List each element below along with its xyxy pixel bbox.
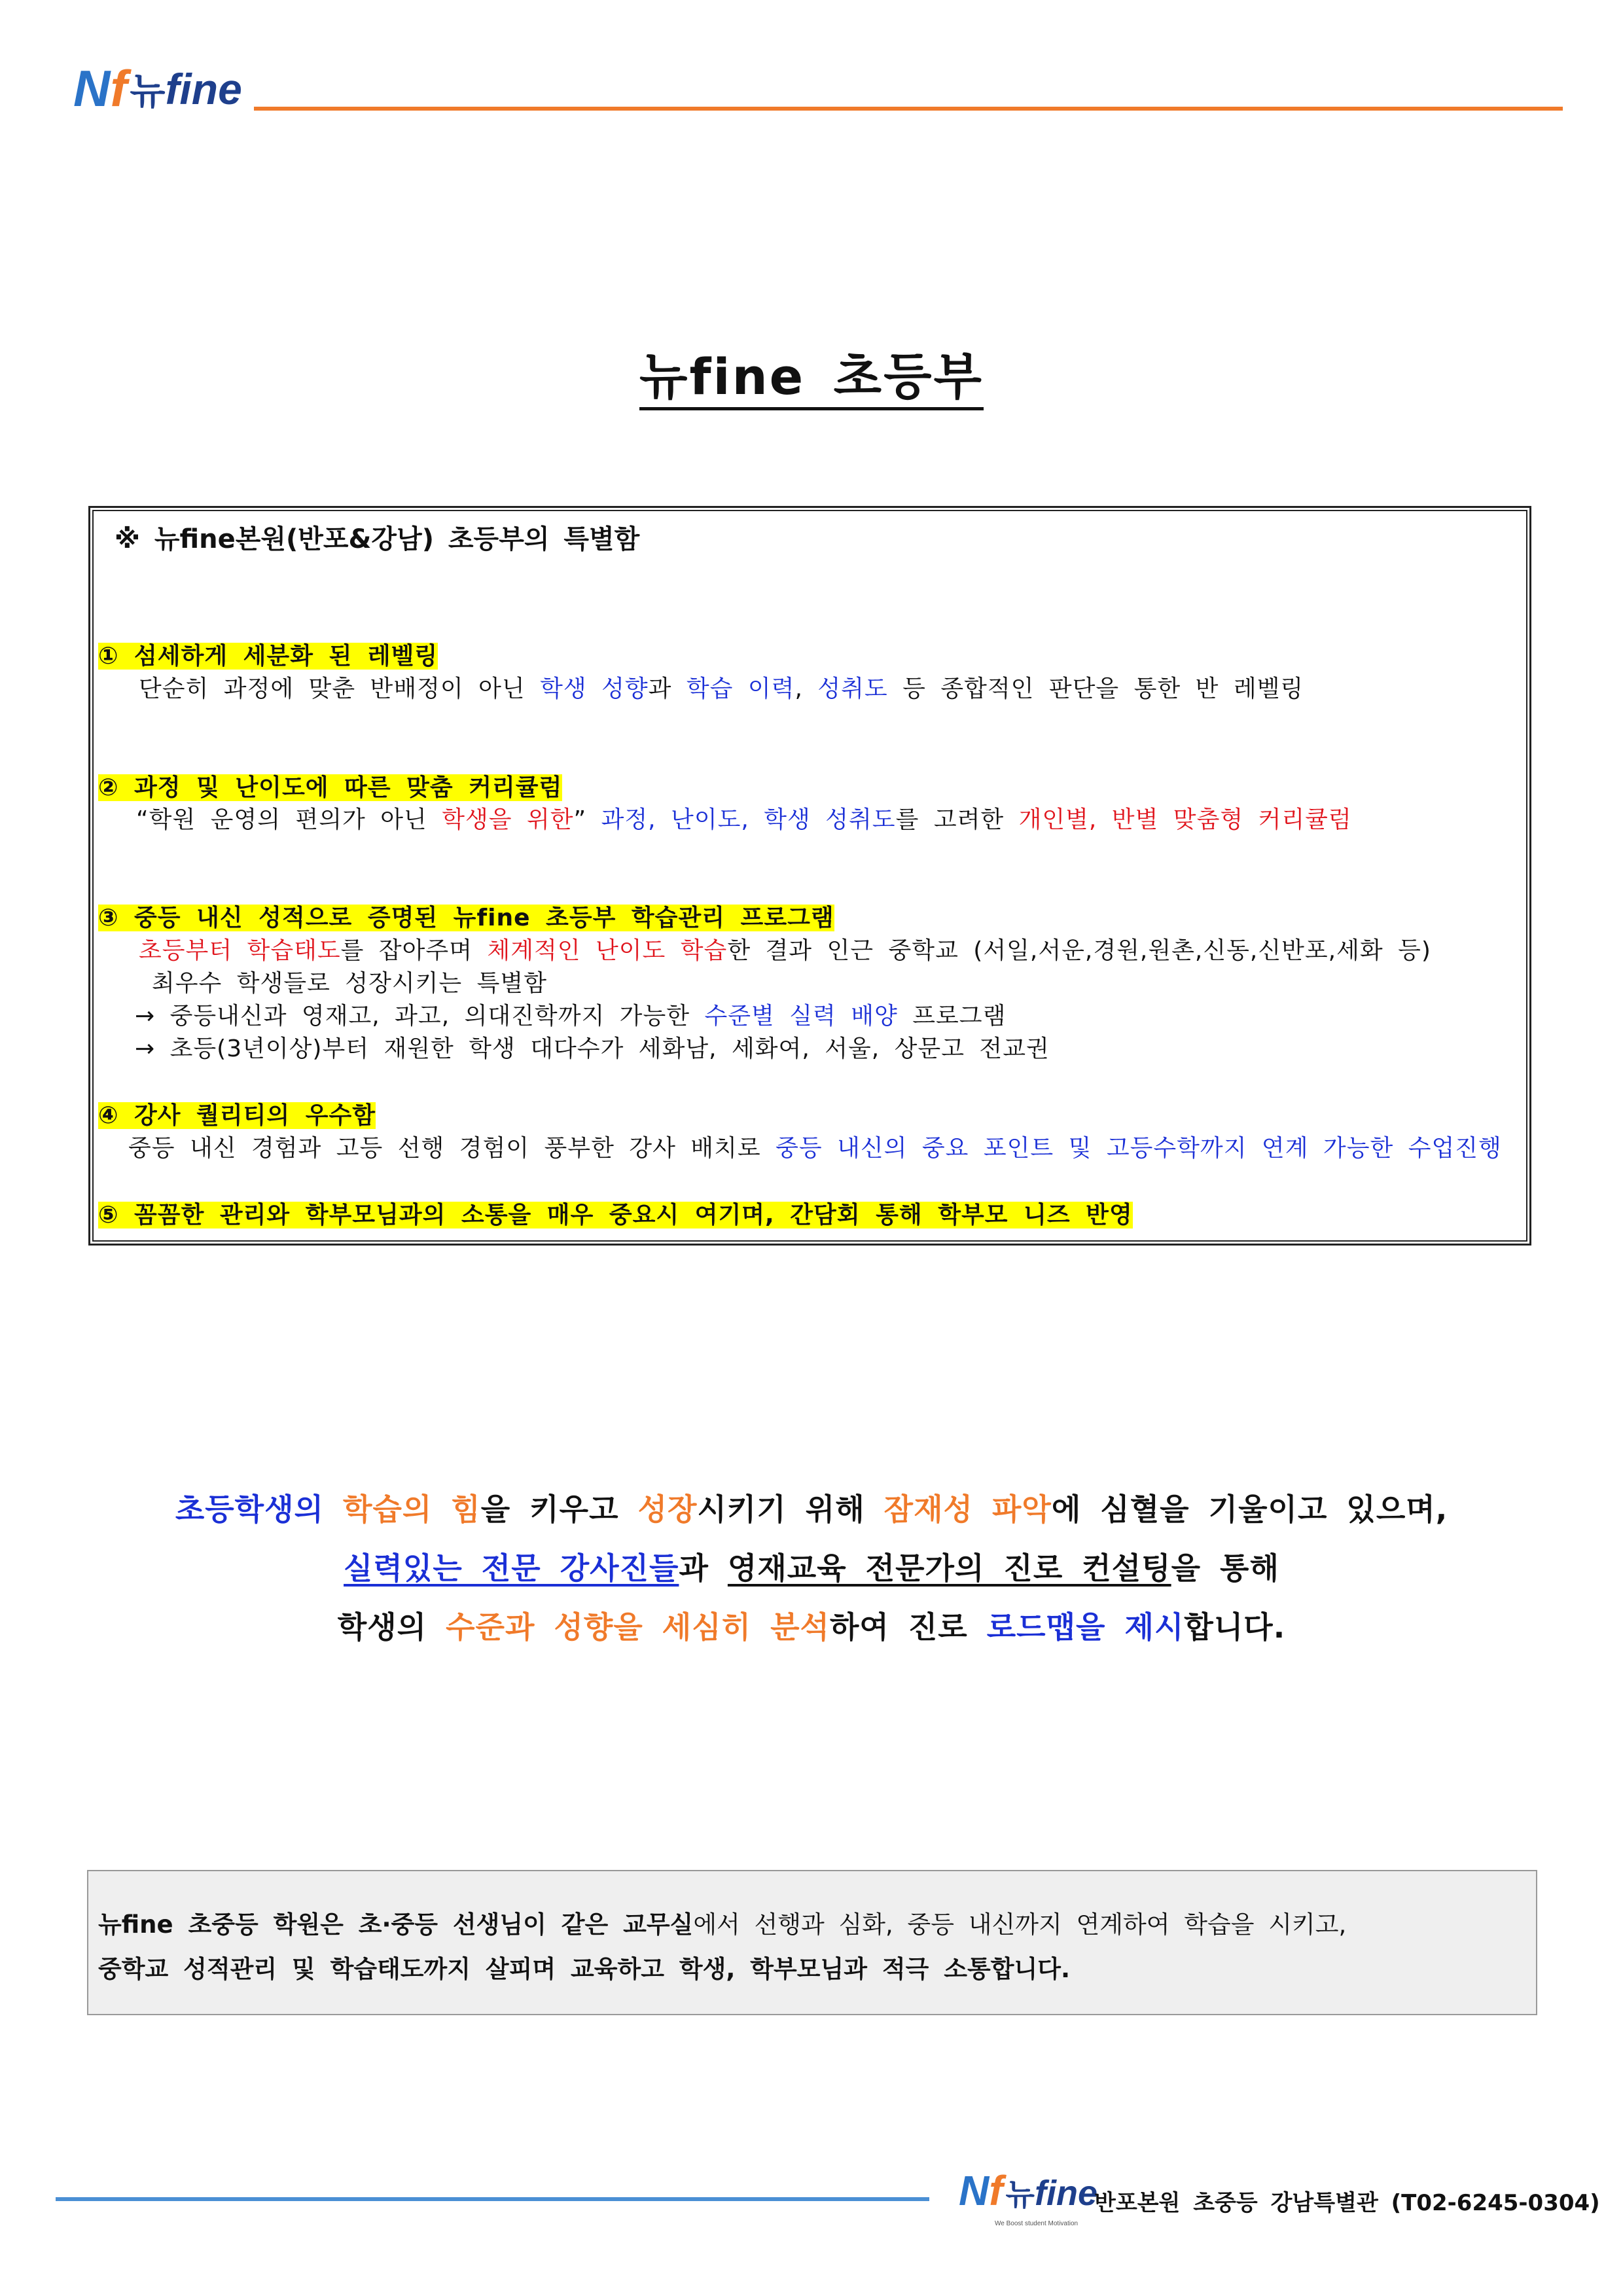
footer-logo-slogan: We Boost student Motivation <box>995 2220 1079 2227</box>
feature-3-title: ③ 중등 내신 성적으로 증명된 뉴fine 초등부 학습관리 프로그램 <box>98 905 834 931</box>
info-box <box>87 1870 1537 2015</box>
feature-4-title: ④ 강사 퀄리티의 우수함 <box>98 1102 376 1129</box>
slogan-line-2: 실력있는 전문 강사진들과 영재교육 전문가의 진로 컨설팅을 통해 <box>344 1551 1279 1586</box>
footer-logo-brand-en: fine <box>1034 2174 1097 2213</box>
logo-brand-ko: 뉴 <box>130 70 166 113</box>
feature-2-title: ② 과정 및 난이도에 따른 맞춤 커리큘럼 <box>98 774 563 801</box>
feature-2-desc: “학원 운영의 편의가 아닌 학생을 위한” 과정, 난이도, 학생 성취도를 고려한 개인별, 반별 맞춤형 커리큘럼 <box>136 806 1352 833</box>
slogan-line-1: 초등학생의 학습의 힘을 키우고 성장시키기 위해 잠재성 파악에 심혈을 기울이고 있으며, <box>175 1492 1448 1527</box>
header-divider <box>254 107 1563 111</box>
header-logo <box>73 59 242 118</box>
feature-3-line-4: → 초등(3년이상)부터 재원한 학생 대다수가 세화남, 세화여, 서울, 상문고 전교권 <box>135 1035 1050 1062</box>
footer-contact: 반포본원 초중등 강남특별관 (T02-6245-0304) <box>1094 2190 1600 2216</box>
footer-divider <box>56 2197 929 2201</box>
feature-1-title: ① 섬세하게 세분화 된 레벨링 <box>98 643 438 670</box>
feature-1-desc: 단순히 과정에 맞춘 반배정이 아닌 학생 성향과 학습 이력, 성취도 등 종합적인 판단을 통한 반 레벨링 <box>139 675 1304 702</box>
feature-4-desc: 중등 내신 경험과 고등 선행 경험이 풍부한 강사 배치로 중등 내신의 중요 포인트 및 고등수학까지 연계 가능한 수업진행 <box>128 1135 1502 1162</box>
feature-3-line-3: → 중등내신과 영재고, 과고, 의대진학까지 가능한 수준별 실력 배양 프로그램 <box>135 1003 1007 1030</box>
footer-logo-mark: Nf <box>959 2167 1003 2214</box>
feature-3-line-1: 초등부터 학습태도를 잡아주며 체계적인 난이도 학습한 결과 인근 중학교 (서일,서운,경원,원촌,신동,신반포,세화 등) <box>139 937 1431 964</box>
feature-5-title: ⑤ 꼼꼼한 관리와 학부모님과의 소통을 매우 중요시 여기며, 간담회 통해 학부모 니즈 반영 <box>98 1202 1133 1229</box>
feature-3-line-2: 최우수 학생들로 성장시키는 특별함 <box>152 970 547 997</box>
logo-brand-en: fine <box>165 64 242 113</box>
footer-logo-brand-ko: 뉴 <box>1005 2177 1035 2212</box>
footer-logo <box>959 2166 1097 2215</box>
slogan-line-3: 학생의 수준과 성향을 세심히 분석하여 진로 로드맵을 제시합니다. <box>337 1609 1286 1645</box>
page-title: 뉴fine 초등부 <box>0 337 1623 408</box>
info-line-2: 중학교 성적관리 및 학습태도까지 살피며 교육하고 학생, 학부모님과 적극 소통합니다. <box>98 1955 1071 1983</box>
info-line-1: 뉴fine 초중등 학원은 초·중등 선생님이 같은 교무실에서 선행과 심화, 중등 내신까지 연계하여 학습을 시키고, <box>98 1910 1347 1939</box>
features-heading: ※ 뉴fine본원(반포&강남) 초등부의 특별함 <box>115 524 640 554</box>
logo-mark: Nf <box>73 60 128 117</box>
